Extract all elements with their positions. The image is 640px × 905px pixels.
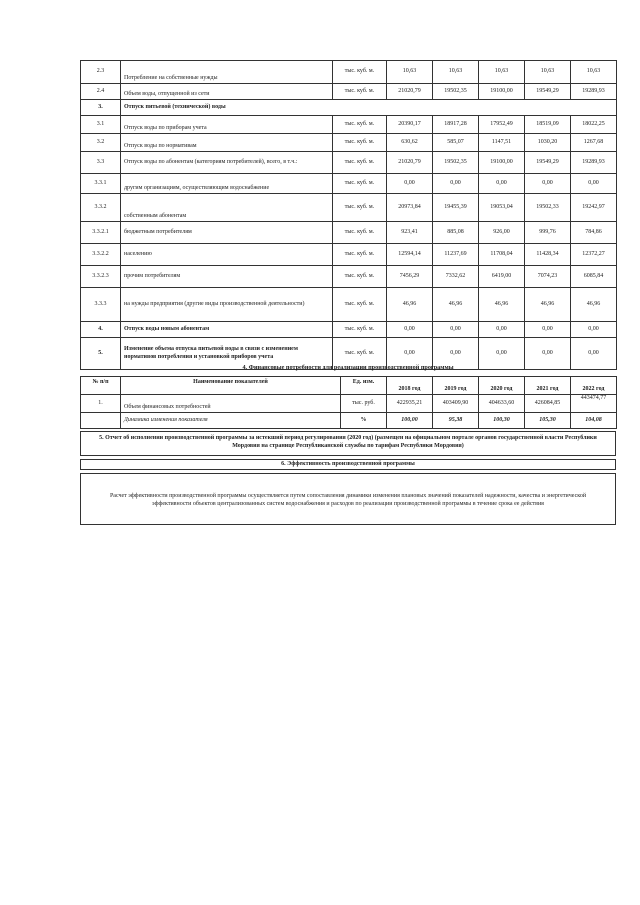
row-unit: тыс. куб. м. bbox=[333, 194, 387, 222]
row-num: 2.4 bbox=[81, 84, 121, 100]
row-value: 19289,93 bbox=[571, 84, 617, 100]
row-value: 21020,79 bbox=[387, 152, 433, 174]
row-value: 46,96 bbox=[571, 288, 617, 322]
row-num: 3.3.1 bbox=[81, 174, 121, 194]
row-value: 19053,04 bbox=[479, 194, 525, 222]
row-num: 3.3.2.2 bbox=[81, 244, 121, 266]
row-name: другим организациям, осуществляющим водоснабжение bbox=[121, 174, 333, 194]
balance-row bbox=[81, 134, 617, 152]
row-value: 443474,77 bbox=[571, 395, 617, 413]
row-value: 784,86 bbox=[571, 222, 617, 244]
row-value: 19289,93 bbox=[571, 152, 617, 174]
row-value: 0,00 bbox=[479, 174, 525, 194]
balance-row bbox=[81, 152, 617, 174]
row-name: прочим потребителям bbox=[121, 266, 333, 288]
row-value: 95,38 bbox=[433, 413, 479, 429]
row-name: Отпуск воды по абонентам (категориям потребителей), всего, в т.ч.: bbox=[121, 152, 333, 174]
row-unit: тыс. куб. м. bbox=[333, 338, 387, 370]
row-value: 7332,62 bbox=[433, 266, 479, 288]
row-value: 404633,60 bbox=[479, 395, 525, 413]
row-value: 12372,27 bbox=[571, 244, 617, 266]
row-value: 7456,29 bbox=[387, 266, 433, 288]
row-value: 20390,17 bbox=[387, 116, 433, 134]
row-unit: % bbox=[341, 413, 387, 429]
row-name: Объем воды, отпущенной из сети bbox=[121, 84, 333, 100]
balance-row bbox=[81, 194, 617, 222]
row-value: 1267,68 bbox=[571, 134, 617, 152]
row-value: 46,96 bbox=[433, 288, 479, 322]
row-value: 10,63 bbox=[479, 61, 525, 84]
row-name: Объем финансовых потребностей bbox=[121, 395, 341, 413]
row-value: 10,63 bbox=[525, 61, 571, 84]
row-name: бюджетным потребителям bbox=[121, 222, 333, 244]
row-num: 3.3.3 bbox=[81, 288, 121, 322]
row-value: 422935,21 bbox=[387, 395, 433, 413]
row-value: 6085,84 bbox=[571, 266, 617, 288]
row-value: 6419,00 bbox=[479, 266, 525, 288]
row-unit: тыс. куб. м. bbox=[333, 152, 387, 174]
row-value: 1147,51 bbox=[479, 134, 525, 152]
row-unit: тыс. куб. м. bbox=[333, 61, 387, 84]
row-name: собственным абонентам bbox=[121, 194, 333, 222]
row-value: 19549,29 bbox=[525, 152, 571, 174]
row-value: 18519,09 bbox=[525, 116, 571, 134]
row-name: Отпуск воды новым абонентам bbox=[121, 322, 333, 338]
row-value: 100,30 bbox=[479, 413, 525, 429]
row-value: 10,63 bbox=[433, 61, 479, 84]
row-num bbox=[81, 413, 121, 429]
header-year: 2019 год bbox=[433, 377, 479, 395]
row-value: 0,00 bbox=[387, 322, 433, 338]
header-year: 2020 год bbox=[479, 377, 525, 395]
row-value: 0,00 bbox=[433, 174, 479, 194]
row-value: 926,00 bbox=[479, 222, 525, 244]
row-value: 46,96 bbox=[525, 288, 571, 322]
row-value: 19100,00 bbox=[479, 84, 525, 100]
row-name: Потребление на собственные нужды bbox=[121, 61, 333, 84]
row-value: 19242,97 bbox=[571, 194, 617, 222]
row-num: 3.3.2.3 bbox=[81, 266, 121, 288]
balance-row bbox=[81, 116, 617, 134]
balance-row bbox=[81, 100, 617, 116]
row-name: Отпуск воды по приборам учета bbox=[121, 116, 333, 134]
row-unit: тыс. куб. м. bbox=[333, 322, 387, 338]
row-unit: тыс. куб. м. bbox=[333, 84, 387, 100]
row-num: 3.3 bbox=[81, 152, 121, 174]
row-value: 0,00 bbox=[525, 338, 571, 370]
row-value: 0,00 bbox=[525, 322, 571, 338]
row-unit: тыс. куб. м. bbox=[333, 134, 387, 152]
row-num: 3.1 bbox=[81, 116, 121, 134]
row-unit: тыс. куб. м. bbox=[333, 116, 387, 134]
row-value: 19100,00 bbox=[479, 152, 525, 174]
row-num: 4. bbox=[81, 322, 121, 338]
row-num: 3.2 bbox=[81, 134, 121, 152]
financial-needs-table bbox=[80, 376, 617, 429]
row-value: 403409,90 bbox=[433, 395, 479, 413]
section-6-efficiency-text: Расчет эффективности производственной программы осуществляется путем сопоставления динамики изменения плановых значений показателей надежности, качества и энергетической эффективности объектов централизованных систем водоснабжения и расходов по реализации производственной программы в течение срока ее действия bbox=[80, 473, 616, 525]
row-value: 12594,14 bbox=[387, 244, 433, 266]
row-value: 20973,84 bbox=[387, 194, 433, 222]
balance-row bbox=[81, 174, 617, 194]
balance-row bbox=[81, 266, 617, 288]
balance-row bbox=[81, 61, 617, 84]
row-value: 46,96 bbox=[479, 288, 525, 322]
row-unit: тыс. куб. м. bbox=[333, 266, 387, 288]
financial-row bbox=[81, 413, 617, 429]
row-value: 11708,04 bbox=[479, 244, 525, 266]
row-name: Динамика изменения показателя bbox=[121, 413, 341, 429]
row-value: 21020,79 bbox=[387, 84, 433, 100]
row-num: 3. bbox=[81, 100, 121, 116]
row-value: 19502,35 bbox=[433, 84, 479, 100]
water-balance-table bbox=[80, 60, 617, 370]
row-value: 10,63 bbox=[387, 61, 433, 84]
row-value: 0,00 bbox=[479, 338, 525, 370]
row-name: Изменение объема отпуска питьевой воды в связи с изменением нормативов потребления и установкой приборов учета bbox=[121, 338, 333, 370]
row-value: 0,00 bbox=[525, 174, 571, 194]
row-value: 923,41 bbox=[387, 222, 433, 244]
row-value: 630,62 bbox=[387, 134, 433, 152]
row-name: Отпуск питьевой (технической) воды bbox=[121, 100, 617, 116]
row-value: 19502,35 bbox=[433, 152, 479, 174]
header-year: 2021 год bbox=[525, 377, 571, 395]
row-value: 19549,29 bbox=[525, 84, 571, 100]
balance-row bbox=[81, 322, 617, 338]
header-unit: Ед. изм. bbox=[341, 377, 387, 395]
financial-header-row bbox=[81, 377, 617, 395]
row-num: 2.3 bbox=[81, 61, 121, 84]
row-name: на нужды предприятия (другие виды производственной деятельности) bbox=[121, 288, 333, 322]
row-num: 3.3.2.1 bbox=[81, 222, 121, 244]
row-value: 18022,25 bbox=[571, 116, 617, 134]
row-num: 1. bbox=[81, 395, 121, 413]
row-num: 5. bbox=[81, 338, 121, 370]
row-value: 0,00 bbox=[433, 322, 479, 338]
header-year: 2018 год bbox=[387, 377, 433, 395]
row-value: 10,63 bbox=[571, 61, 617, 84]
row-value: 18917,28 bbox=[433, 116, 479, 134]
row-value: 585,07 bbox=[433, 134, 479, 152]
row-value: 0,00 bbox=[387, 338, 433, 370]
row-value: 19502,33 bbox=[525, 194, 571, 222]
row-value: 17952,49 bbox=[479, 116, 525, 134]
row-value: 104,08 bbox=[571, 413, 617, 429]
row-value: 46,96 bbox=[387, 288, 433, 322]
row-name: Отпуск воды по нормативам bbox=[121, 134, 333, 152]
row-unit: тыс. руб. bbox=[341, 395, 387, 413]
row-value: 885,08 bbox=[433, 222, 479, 244]
row-value: 0,00 bbox=[433, 338, 479, 370]
section-6-title: 6. Эффективность производственной программы bbox=[281, 461, 415, 467]
row-unit: тыс. куб. м. bbox=[333, 288, 387, 322]
row-value: 0,00 bbox=[387, 174, 433, 194]
row-value: 105,30 bbox=[525, 413, 571, 429]
row-unit: тыс. куб. м. bbox=[333, 174, 387, 194]
header-name: Наименование показателей bbox=[121, 377, 341, 395]
row-value: 7074,23 bbox=[525, 266, 571, 288]
row-value: 0,00 bbox=[571, 174, 617, 194]
section-5-report: 5. Отчет об исполнении производственной программы за истекший период регулирования (2020 год) (размещен на официальном портале органов государственной власти Республики Мордовия на странице Республиканской службы по тарифам Республики Мордовия) bbox=[80, 431, 616, 456]
row-value: 999,76 bbox=[525, 222, 571, 244]
section-4-title: 4. Финансовые потребности для реализации производственной программы bbox=[242, 364, 454, 371]
row-unit: тыс. куб. м. bbox=[333, 222, 387, 244]
row-value: 100,00 bbox=[387, 413, 433, 429]
balance-row bbox=[81, 222, 617, 244]
balance-row bbox=[81, 84, 617, 100]
row-value: 19455,39 bbox=[433, 194, 479, 222]
section-6-header-box bbox=[80, 459, 616, 470]
row-value: 0,00 bbox=[479, 322, 525, 338]
row-value: 426084,85 bbox=[525, 395, 571, 413]
header-year: 2022 год bbox=[571, 377, 617, 395]
row-value: 11428,34 bbox=[525, 244, 571, 266]
row-unit: тыс. куб. м. bbox=[333, 244, 387, 266]
financial-row bbox=[81, 395, 617, 413]
row-value: 0,00 bbox=[571, 322, 617, 338]
row-value: 0,00 bbox=[571, 338, 617, 370]
balance-row bbox=[81, 244, 617, 266]
row-value: 1030,20 bbox=[525, 134, 571, 152]
balance-row bbox=[81, 288, 617, 322]
row-value: 11237,69 bbox=[433, 244, 479, 266]
row-name: населению bbox=[121, 244, 333, 266]
header-num: № п/п bbox=[81, 377, 121, 395]
water-balance-body bbox=[81, 61, 617, 370]
row-num: 3.3.2 bbox=[81, 194, 121, 222]
